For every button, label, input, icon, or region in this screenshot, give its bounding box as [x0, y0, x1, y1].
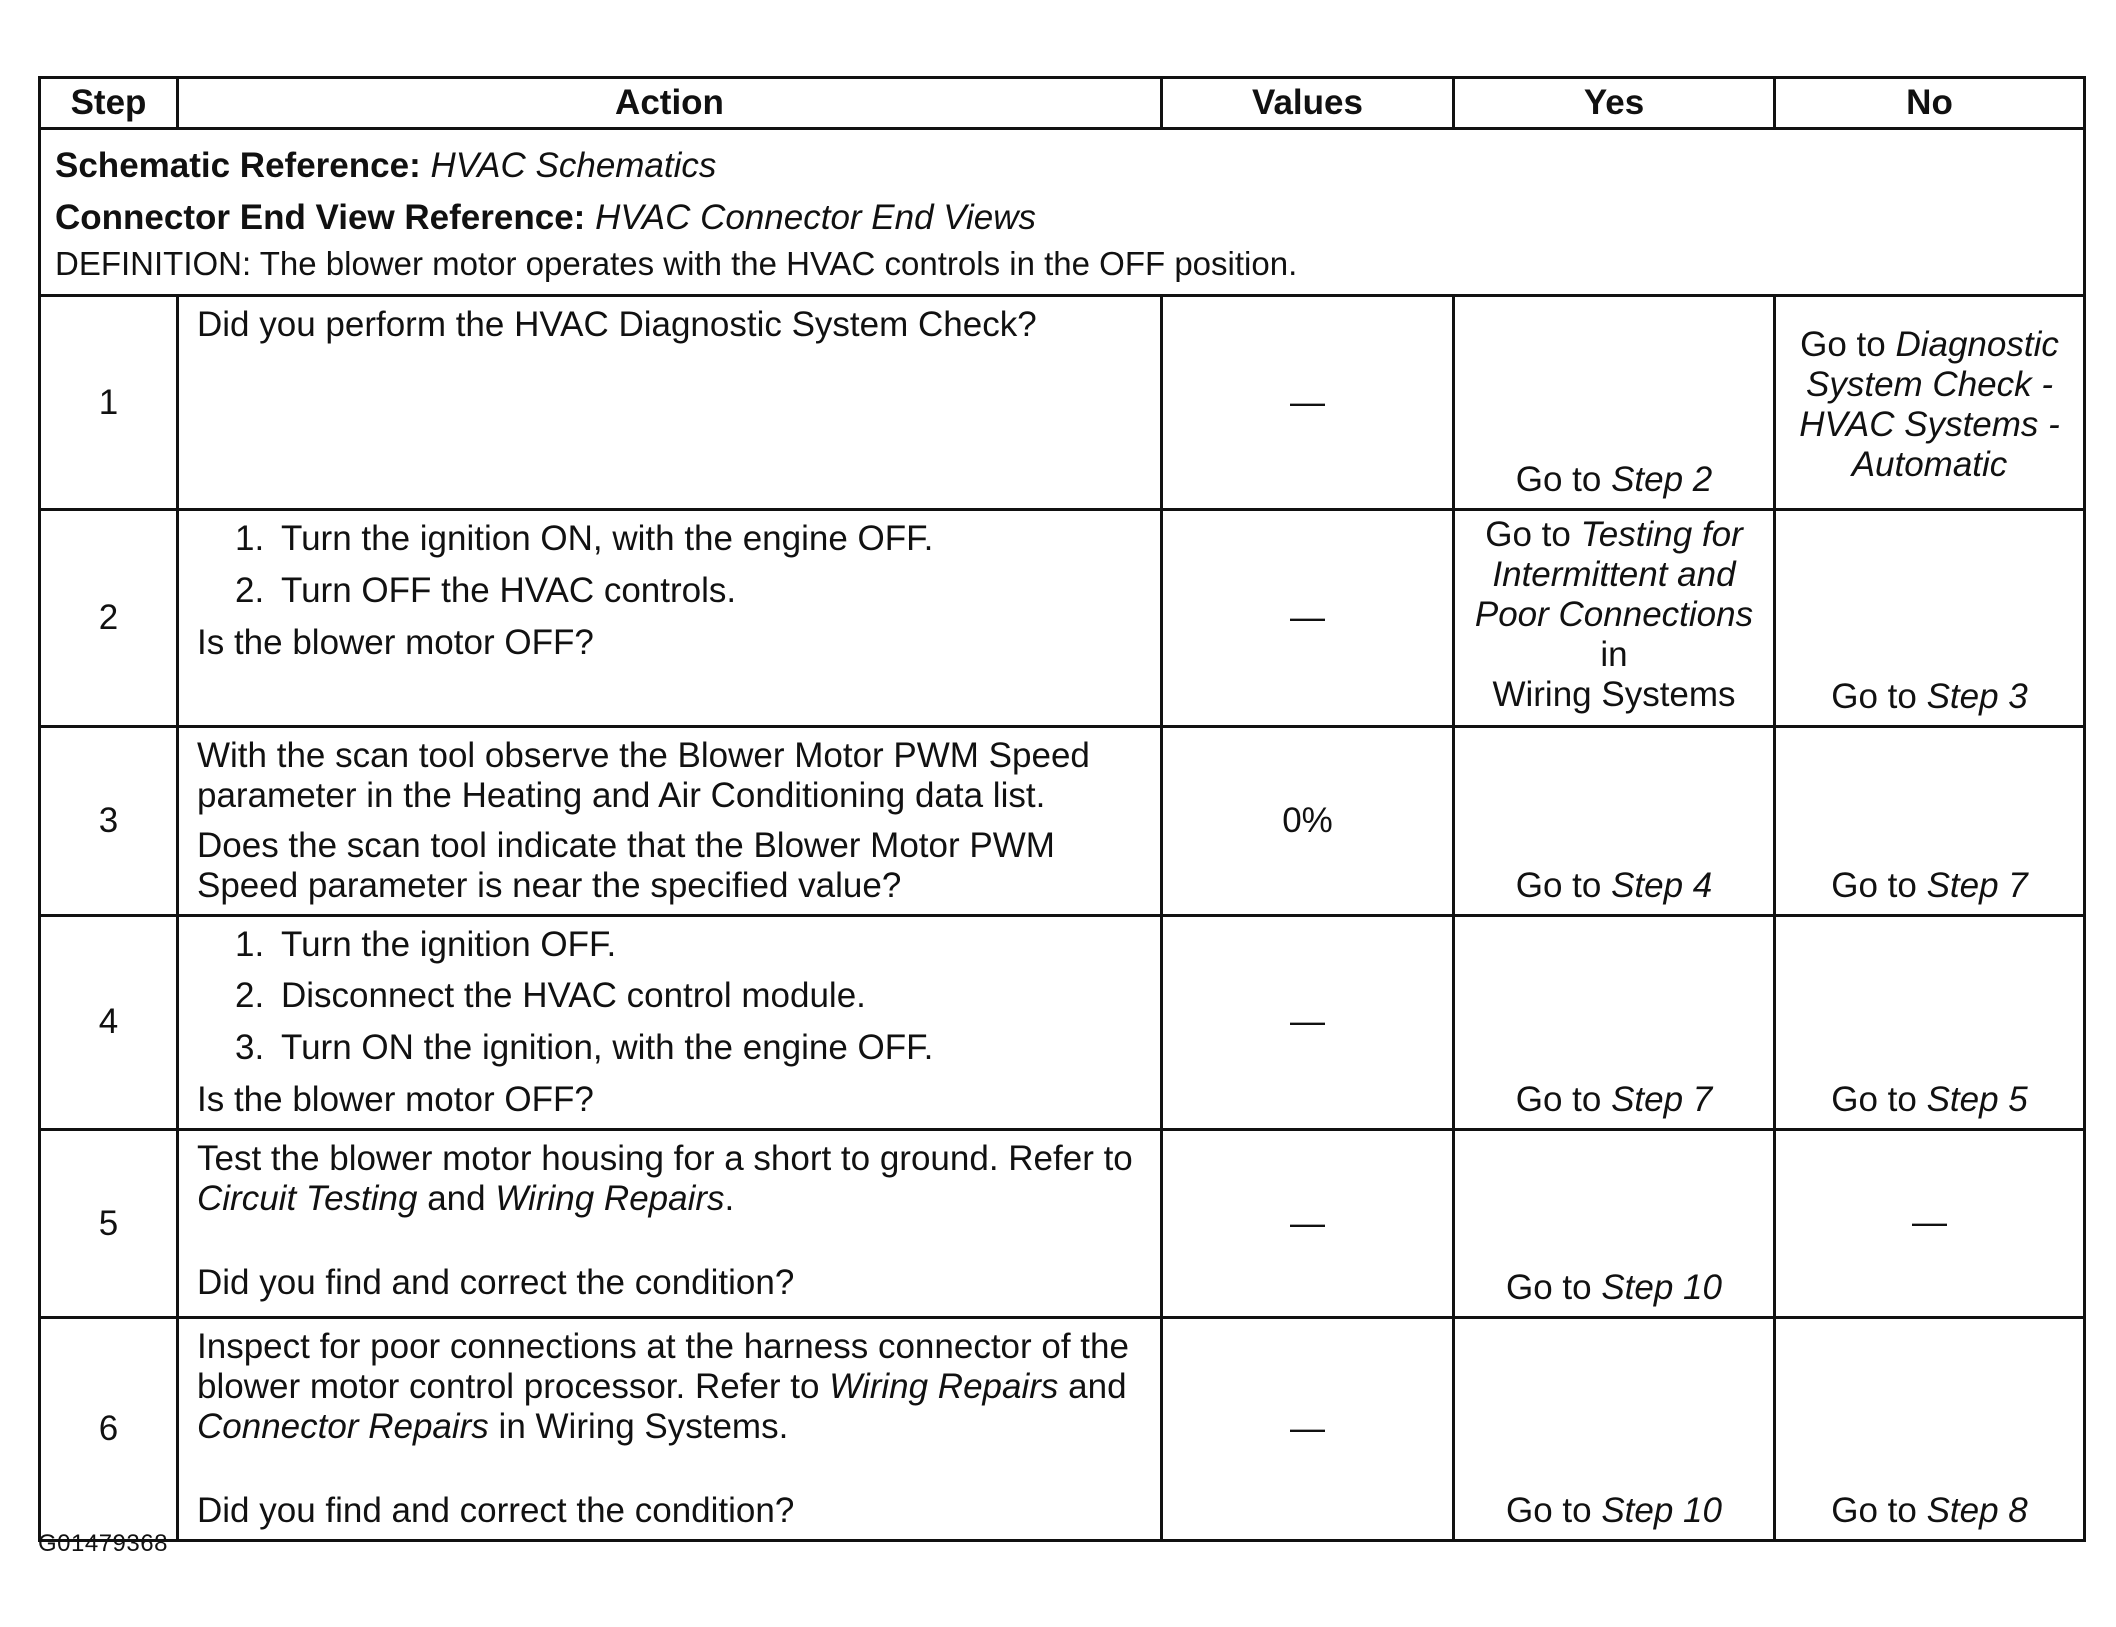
action-cell: [178, 727, 1162, 916]
no-cell: —: [1775, 1130, 2085, 1318]
definition-text: DEFINITION: The blower motor operates with the HVAC controls in the OFF position.: [55, 245, 1298, 282]
yes-step-link[interactable]: Step 4: [1611, 865, 1713, 905]
list-number: 2.: [235, 976, 265, 1016]
yes-cell: [1454, 1318, 1775, 1541]
instruction-text: Inspect for poor connections at the harness connector of the blower motor control processor. Refer to: [197, 1327, 1129, 1407]
yes-line-1: [1461, 515, 1767, 555]
instruction-text: and: [417, 1179, 496, 1219]
instruction-text: and: [1058, 1367, 1127, 1407]
yes-prefix: Go to: [1515, 460, 1612, 500]
yes-suffix-wiring-systems: Wiring Systems: [1492, 674, 1736, 714]
list-number: 3.: [235, 1028, 265, 1068]
yes-cell: [1454, 510, 1775, 727]
connector-reference: [55, 192, 2069, 244]
yes-prefix: Go to: [1515, 865, 1612, 905]
action-list-item: [197, 571, 1146, 611]
connector-repairs-link[interactable]: Connector Repairs: [197, 1406, 489, 1446]
action-list-item: [197, 925, 1146, 965]
action-question: Does the scan tool indicate that the Blower Motor PWM Speed parameter is near the specified value?: [197, 825, 1055, 905]
yes-cell: [1454, 296, 1775, 510]
action-cell: [178, 1130, 1162, 1318]
no-cell: [1775, 1318, 2085, 1541]
action-instruction: With the scan tool observe the Blower Motor PWM Speed parameter in the Heating and Air Conditioning data list.: [197, 736, 1090, 815]
yes-link-testing-for[interactable]: Testing for: [1580, 515, 1743, 554]
yes-suffix-in: in: [1600, 634, 1628, 674]
no-link-hvac-systems[interactable]: HVAC Systems -: [1799, 404, 2060, 444]
yes-step-link[interactable]: Step 10: [1601, 1268, 1722, 1308]
connector-reference-label: Connector End View Reference:: [55, 198, 586, 237]
yes-link-intermittent[interactable]: Intermittent and: [1492, 554, 1736, 594]
step-number: 1: [40, 296, 178, 510]
table-row-step-3: [40, 727, 2085, 916]
list-text: Turn the ignition ON, with the engine OFF.: [281, 519, 934, 558]
yes-step-link[interactable]: Step 7: [1611, 1080, 1713, 1120]
connector-reference-link[interactable]: HVAC Connector End Views: [595, 198, 1037, 237]
list-text: Disconnect the HVAC control module.: [281, 976, 866, 1016]
table-row-step-4: [40, 915, 2085, 1130]
reference-row: [40, 129, 2085, 296]
action-cell: [178, 915, 1162, 1130]
step-number: 4: [40, 915, 178, 1130]
values-cell: —: [1162, 1130, 1454, 1318]
no-cell: [1775, 915, 2085, 1130]
no-prefix: Go to: [1831, 865, 1927, 905]
table-row-step-1: [40, 296, 2085, 510]
yes-step-link[interactable]: Step 2: [1611, 460, 1713, 500]
no-cell: [1775, 296, 2085, 510]
action-question: Is the blower motor OFF?: [197, 1080, 594, 1120]
no-line-1: [1782, 325, 2077, 365]
list-text: Turn ON the ignition, with the engine OFF.: [281, 1028, 934, 1068]
yes-step-link[interactable]: Step 10: [1601, 1490, 1722, 1530]
step-number: 3: [40, 727, 178, 916]
no-prefix: Go to: [1831, 1080, 1927, 1120]
list-number: 2.: [235, 570, 265, 610]
header-yes: Yes: [1454, 78, 1775, 129]
yes-prefix: Go to: [1506, 1268, 1602, 1308]
no-step-link[interactable]: Step 5: [1926, 1080, 2028, 1120]
action-cell: [178, 510, 1162, 727]
no-step-link[interactable]: Step 7: [1926, 865, 2028, 905]
action-question: Is the blower motor OFF?: [197, 622, 594, 662]
no-link-diagnostic[interactable]: Diagnostic: [1895, 325, 2059, 364]
wiring-repairs-link[interactable]: Wiring Repairs: [829, 1367, 1059, 1407]
no-cell: [1775, 510, 2085, 727]
no-prefix: Go to: [1800, 325, 1896, 364]
schematic-reference-link[interactable]: HVAC Schematics: [430, 146, 717, 185]
yes-cell: [1454, 1130, 1775, 1318]
reference-cell: [40, 129, 2085, 296]
no-link-system-check[interactable]: System Check -: [1806, 364, 2053, 404]
values-cell: 0%: [1162, 727, 1454, 916]
header-step: Step: [40, 78, 178, 129]
action-cell: [178, 1318, 1162, 1541]
action-list-item: [197, 1028, 1146, 1068]
step-number: 6: [40, 1318, 178, 1541]
header-no: No: [1775, 78, 2085, 129]
no-step-link[interactable]: Step 8: [1926, 1490, 2028, 1530]
yes-cell: [1454, 727, 1775, 916]
action-question: Did you find and correct the condition?: [197, 1262, 795, 1302]
circuit-testing-link[interactable]: Circuit Testing: [197, 1179, 418, 1219]
values-cell: —: [1162, 915, 1454, 1130]
action-question: Did you find and correct the condition?: [197, 1490, 795, 1530]
header-values: Values: [1162, 78, 1454, 129]
header-row: [40, 78, 2085, 129]
list-number: 1.: [235, 924, 265, 964]
action-instruction: [197, 1327, 1146, 1447]
action-list-item: [197, 519, 1146, 559]
step-number: 5: [40, 1130, 178, 1318]
yes-prefix: Go to: [1515, 1080, 1612, 1120]
figure-id: G01479368: [38, 1530, 168, 1557]
list-text: Turn the ignition OFF.: [281, 924, 617, 964]
no-cell: [1775, 727, 2085, 916]
table-row-step-2: [40, 510, 2085, 727]
values-cell: —: [1162, 1318, 1454, 1541]
header-action: Action: [178, 78, 1162, 129]
schematic-reference-label: Schematic Reference:: [55, 146, 421, 185]
instruction-text: .: [724, 1179, 735, 1219]
yes-prefix: Go to: [1506, 1490, 1602, 1530]
list-text: Turn OFF the HVAC controls.: [281, 570, 737, 610]
table-row-step-5: [40, 1130, 2085, 1318]
instruction-text: Test the blower motor housing for a short to ground. Refer to: [197, 1139, 1133, 1179]
diagnostic-table: [38, 76, 2086, 1542]
wiring-repairs-link[interactable]: Wiring Repairs: [495, 1179, 725, 1219]
list-number: 1.: [235, 519, 265, 558]
action-question: Did you perform the HVAC Diagnostic System Check?: [197, 305, 1037, 344]
values-cell: —: [1162, 510, 1454, 727]
no-prefix: Go to: [1831, 677, 1927, 717]
instruction-text: in Wiring Systems.: [488, 1406, 789, 1446]
action-cell: [178, 296, 1162, 510]
yes-cell: [1454, 915, 1775, 1130]
no-prefix: Go to: [1831, 1490, 1927, 1530]
step-number: 2: [40, 510, 178, 727]
schematic-reference: [55, 140, 2069, 192]
values-cell: —: [1162, 296, 1454, 510]
action-list-item: [197, 976, 1146, 1016]
yes-prefix: Go to: [1485, 515, 1581, 554]
action-instruction: [197, 1139, 1146, 1219]
yes-link-poor-connections[interactable]: Poor Connections: [1474, 594, 1754, 634]
no-link-automatic[interactable]: Automatic: [1851, 444, 2008, 484]
no-step-link[interactable]: Step 3: [1926, 677, 2028, 717]
table-row-step-6: [40, 1318, 2085, 1541]
